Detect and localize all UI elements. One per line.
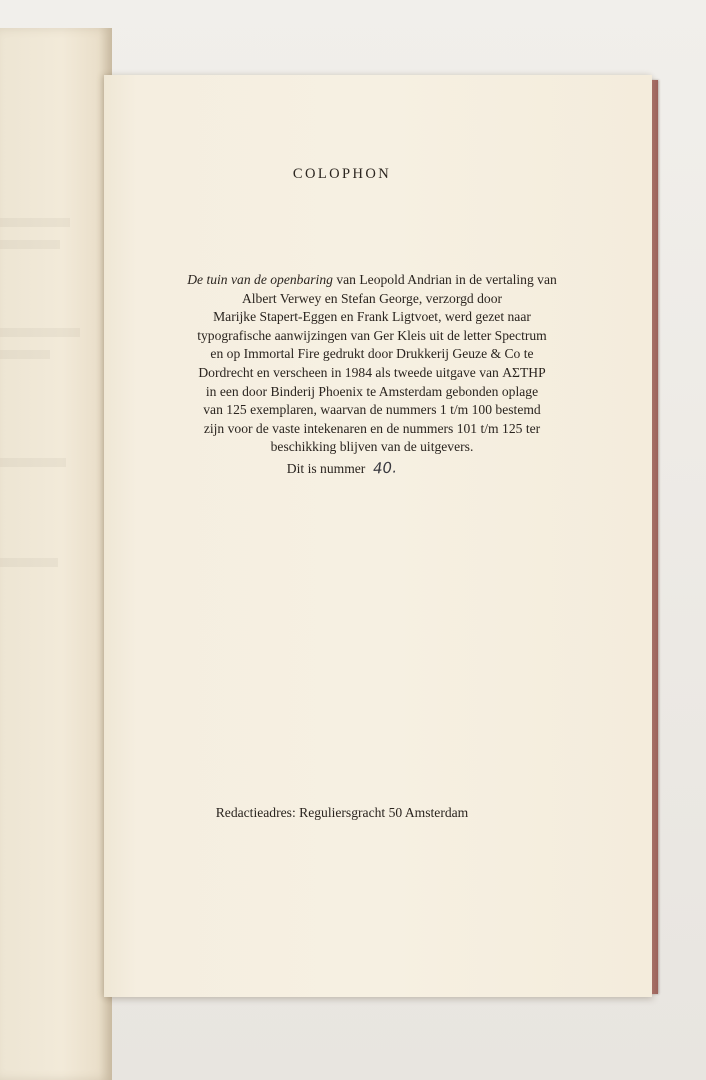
editorial-address: Redactieadres: Reguliersgracht 50 Amsterdam	[215, 805, 469, 820]
colophon-line	[152, 271, 592, 290]
copy-number-line	[104, 459, 580, 477]
colophon-line: Albert Verwey en Stefan George, verzorgd door	[241, 290, 503, 306]
colophon-line-rest: van Leopold Andrian in de vertaling van	[332, 272, 557, 287]
colophon-line: beschikking blijven van de uitgevers.	[270, 439, 474, 455]
handwritten-copy-number: 40.	[372, 458, 398, 478]
show-through-text	[0, 458, 66, 467]
colophon-heading: COLOPHON	[292, 166, 392, 182]
show-through-text	[0, 350, 50, 359]
book-title: De tuin van de openbaring	[187, 272, 333, 287]
copy-number-label: Dit is nummer	[286, 461, 366, 476]
colophon-line: Dordrecht en verscheen in 1984 als tweede uitgave van ΑΣΤΗΡ	[198, 364, 546, 380]
colophon-line: typografische aanwijzingen van Ger Kleis uit de letter Spectrum	[197, 327, 547, 343]
show-through-text	[0, 240, 60, 249]
left-page	[0, 28, 112, 1080]
colophon-page	[104, 75, 652, 997]
colophon-text	[152, 271, 592, 457]
show-through-text	[0, 328, 80, 337]
colophon-line: zijn voor de vaste intekenaren en de nummers 101 t/m 125 ter	[203, 420, 541, 436]
colophon-line: van 125 exemplaren, waarvan de nummers 1 t/m 100 bestemd	[203, 402, 541, 418]
colophon-line: Marijke Stapert-Eggen en Frank Ligtvoet, werd gezet naar	[213, 309, 531, 325]
show-through-text	[0, 218, 70, 227]
colophon-line: in een door Binderij Phoenix te Amsterdam gebonden oplage	[205, 383, 539, 399]
show-through-text	[0, 558, 58, 567]
colophon-line: en op Immortal Fire gedrukt door Drukkerij Geuze & Co te	[210, 346, 534, 362]
